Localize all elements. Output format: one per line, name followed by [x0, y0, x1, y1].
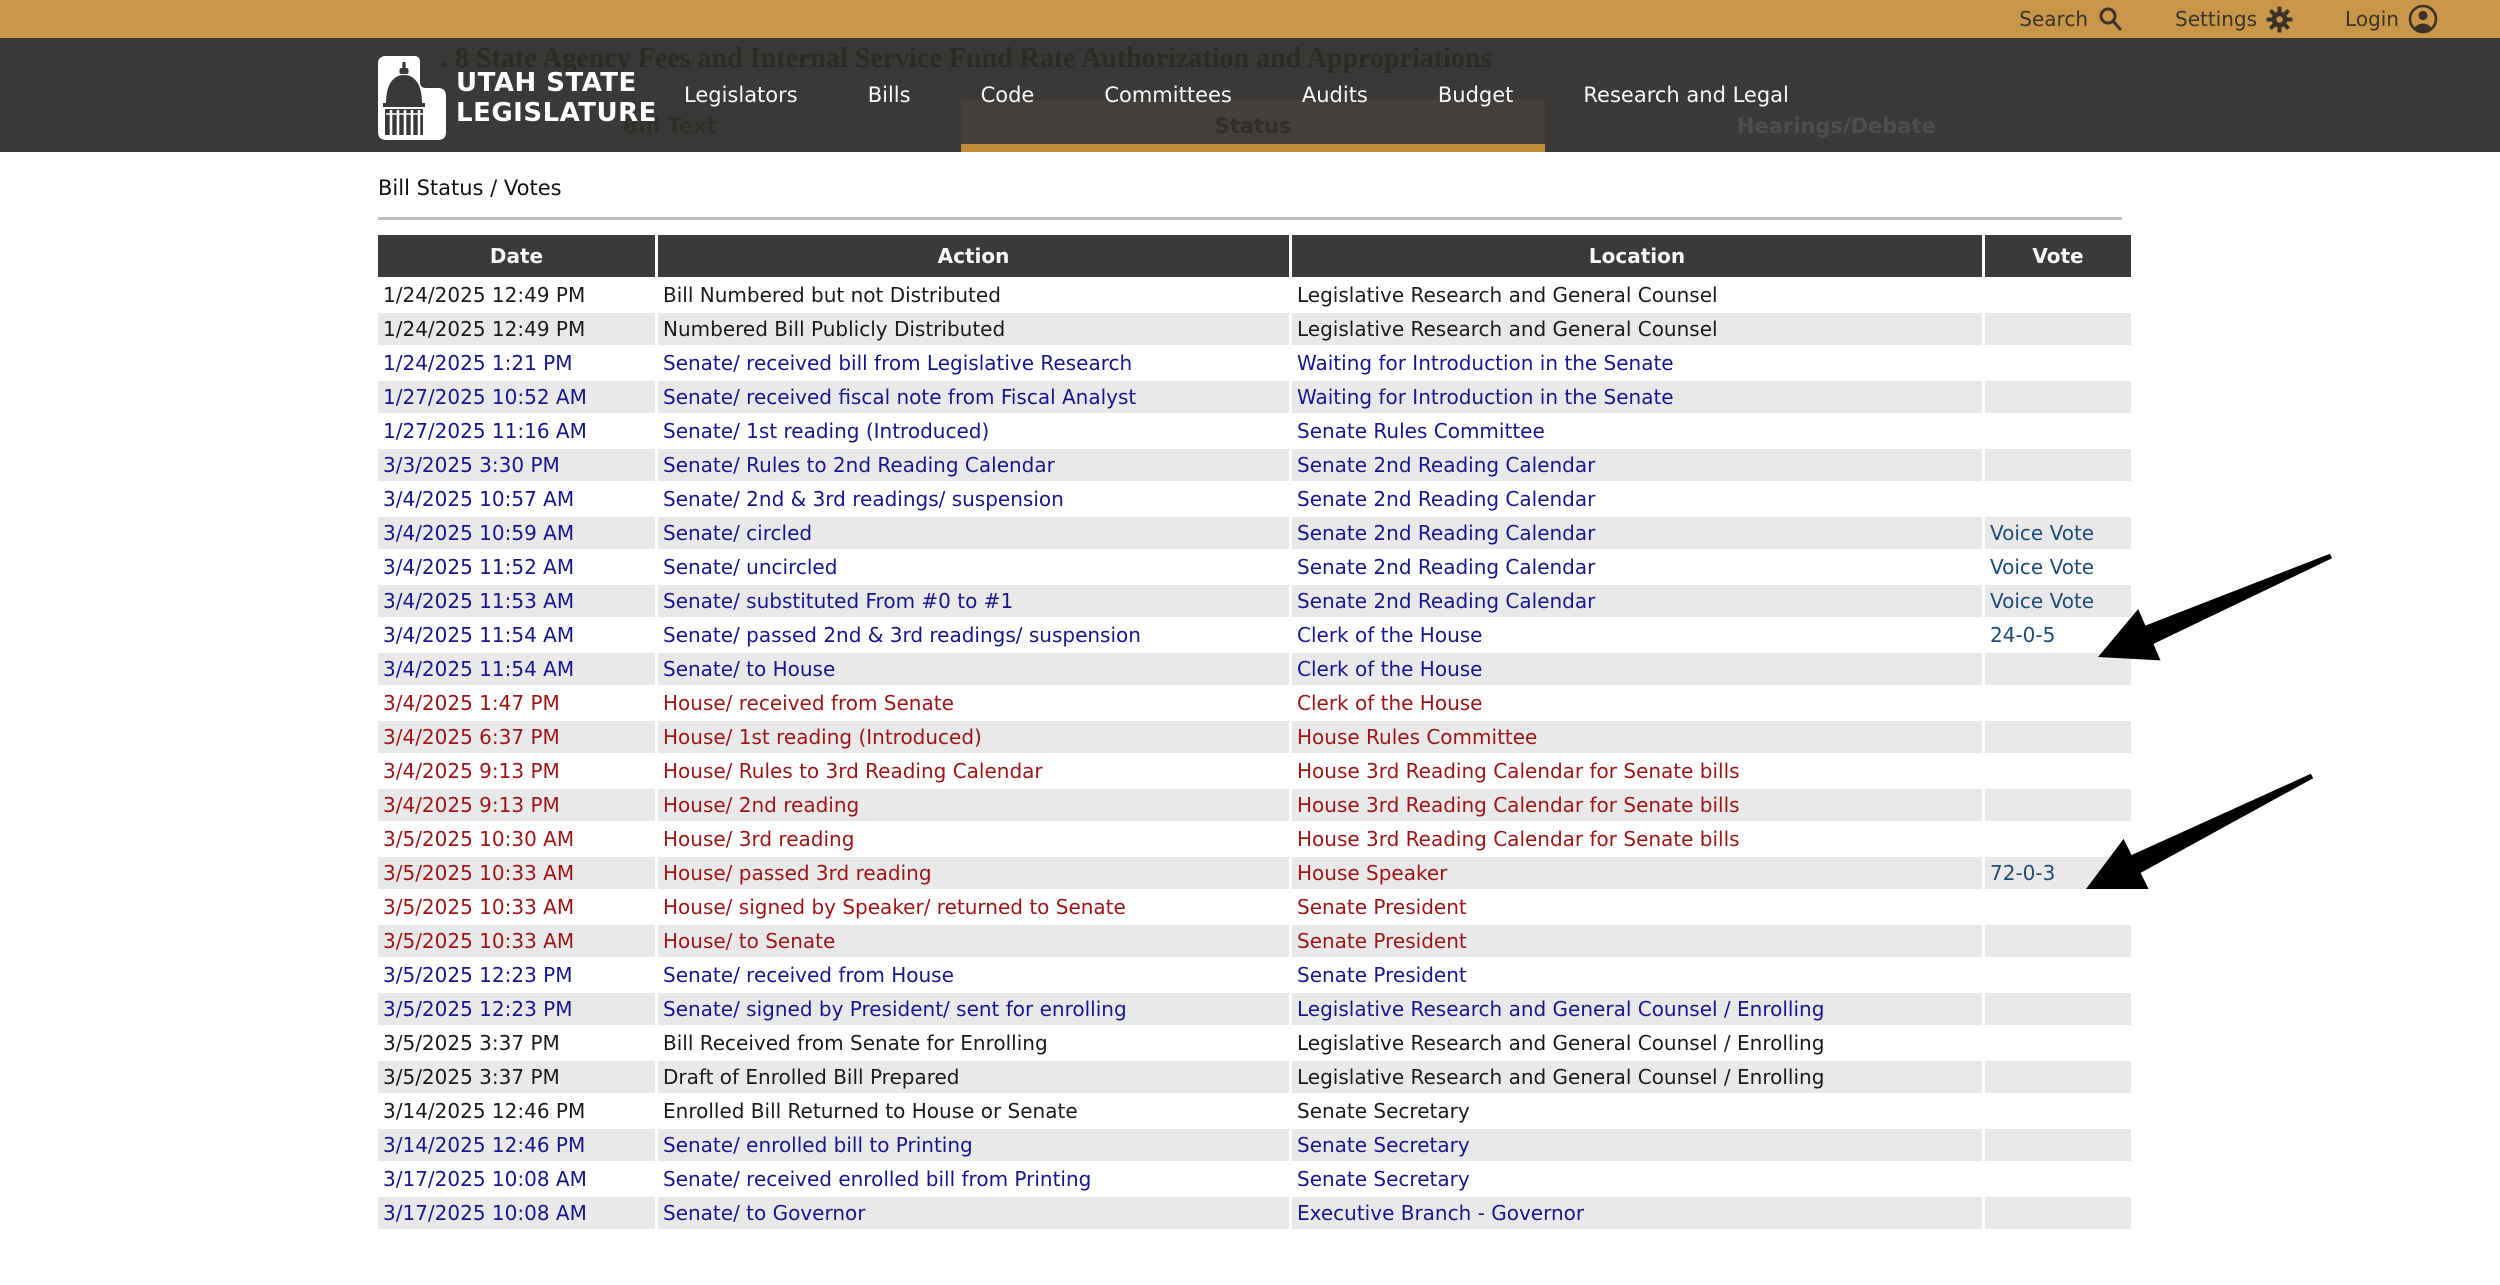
- nav-item-bills[interactable]: Bills: [867, 83, 911, 107]
- cell-action: Senate/ received from House: [663, 963, 954, 987]
- cell-action: Senate/ 1st reading (Introduced): [663, 419, 990, 443]
- cell-date: 3/17/2025 10:08 AM: [378, 1197, 655, 1229]
- cell-location: House Speaker: [1292, 857, 1982, 889]
- cell-action: House/ to Senate: [658, 925, 1289, 957]
- section-title: Bill Status / Votes: [378, 176, 562, 200]
- user-icon: [2408, 4, 2438, 34]
- table-row: [378, 415, 2131, 447]
- table-row: [378, 891, 2131, 923]
- cell-date: 3/3/2025 3:30 PM: [378, 449, 655, 481]
- cell-date: 3/5/2025 10:33 AM: [383, 895, 575, 919]
- search-label: Search: [2019, 7, 2088, 31]
- cell-vote: [1985, 347, 2131, 379]
- table-row: [378, 347, 2131, 379]
- cell-date: 3/4/2025 9:13 PM: [378, 789, 655, 821]
- cell-date: 1/24/2025 12:49 PM: [378, 313, 655, 345]
- cell-location: Senate President: [1292, 925, 1982, 957]
- cell-action: House/ passed 3rd reading: [658, 857, 1289, 889]
- utah-legislature-logo[interactable]: [378, 56, 657, 140]
- cell-location: Clerk of the House: [1292, 653, 1982, 685]
- cell-location: House 3rd Reading Calendar for Senate bills: [1297, 827, 1740, 851]
- table-row: [378, 925, 2131, 957]
- table-row: [378, 449, 2131, 481]
- cell-date: 3/4/2025 6:37 PM: [378, 721, 655, 753]
- cell-location: Senate 2nd Reading Calendar: [1297, 487, 1596, 511]
- cell-location: Senate President: [1297, 963, 1467, 987]
- cell-date: 3/4/2025 10:59 AM: [378, 517, 655, 549]
- bill-title-behind-nav: . 8 State Agency Fees and Internal Service Fund Rate Authorization and Appropriations: [441, 43, 1492, 74]
- table-row: [378, 721, 2131, 753]
- cell-vote: [1985, 959, 2131, 991]
- table-row: [378, 279, 2131, 311]
- cell-vote: [1985, 381, 2131, 413]
- section-divider: [378, 217, 2122, 220]
- cell-location: Legislative Research and General Counsel / Enrolling: [1292, 1061, 1982, 1093]
- cell-vote: [1985, 279, 2131, 311]
- cell-location: Senate Secretary: [1297, 1167, 1470, 1191]
- cell-vote: [1985, 1095, 2131, 1127]
- nav-item-committees[interactable]: Committees: [1104, 83, 1232, 107]
- nav-item-budget[interactable]: Budget: [1437, 83, 1514, 107]
- nav-item-research-and-legal[interactable]: Research and Legal: [1583, 83, 1789, 107]
- cell-vote: [1985, 1163, 2131, 1195]
- cell-location: Senate 2nd Reading Calendar: [1297, 555, 1596, 579]
- cell-action: Senate/ received bill from Legislative Research: [663, 351, 1133, 375]
- cell-date: 3/5/2025 3:37 PM: [383, 1031, 560, 1055]
- cell-vote: [1985, 1061, 2131, 1093]
- column-header-vote: Vote: [1985, 235, 2131, 277]
- brand-wordmark: UTAH STATE LEGISLATURE: [456, 68, 657, 128]
- table-row: [378, 313, 2131, 345]
- cell-location: Executive Branch - Governor: [1292, 1197, 1982, 1229]
- tab-status[interactable]: Status: [961, 100, 1544, 152]
- cell-vote-link[interactable]: 72-0-3: [1985, 857, 2131, 889]
- table-row: [378, 551, 2131, 583]
- cell-location: Senate Secretary: [1297, 1099, 1470, 1123]
- cell-vote: [1985, 891, 2131, 923]
- cell-action: Senate/ to Governor: [658, 1197, 1289, 1229]
- cell-location: Legislative Research and General Counsel: [1292, 313, 1982, 345]
- cell-vote: [1985, 755, 2131, 787]
- cell-location: Senate 2nd Reading Calendar: [1292, 585, 1982, 617]
- cell-action: Senate/ signed by President/ sent for enrolling: [658, 993, 1289, 1025]
- cell-date: 3/5/2025 10:33 AM: [378, 857, 655, 889]
- cell-date: 3/14/2025 12:46 PM: [378, 1129, 655, 1161]
- cell-location: Senate President: [1297, 895, 1467, 919]
- cell-date: 3/4/2025 1:47 PM: [383, 691, 560, 715]
- cell-location: Senate Secretary: [1292, 1129, 1982, 1161]
- cell-location: Legislative Research and General Counsel: [1297, 283, 1718, 307]
- tab-hearings-debate[interactable]: Hearings/Debate: [1736, 114, 1936, 138]
- table-row: [378, 1061, 2131, 1093]
- cell-action: Senate/ to House: [658, 653, 1289, 685]
- bill-status-table: [375, 233, 2134, 1231]
- cell-action: Senate/ enrolled bill to Printing: [658, 1129, 1289, 1161]
- cell-vote: [1985, 1197, 2131, 1229]
- cell-date: 1/24/2025 12:49 PM: [383, 283, 586, 307]
- cell-location: Clerk of the House: [1297, 691, 1483, 715]
- cell-location: Senate 2nd Reading Calendar: [1292, 517, 1982, 549]
- cell-date: 3/4/2025 11:52 AM: [383, 555, 575, 579]
- cell-date: 3/5/2025 3:37 PM: [378, 1061, 655, 1093]
- cell-action: House/ 1st reading (Introduced): [658, 721, 1289, 753]
- table-row: [378, 585, 2131, 617]
- cell-vote: [1985, 721, 2131, 753]
- cell-action: Senate/ circled: [658, 517, 1289, 549]
- column-header-date: Date: [378, 235, 655, 277]
- table-row: [378, 653, 2131, 685]
- cell-date: 3/5/2025 10:30 AM: [383, 827, 575, 851]
- cell-vote: [1985, 1027, 2131, 1059]
- cell-vote: [1985, 823, 2131, 855]
- table-row: [378, 755, 2131, 787]
- cell-action: House/ 3rd reading: [663, 827, 855, 851]
- cell-vote: [1985, 789, 2131, 821]
- cell-date: 3/4/2025 10:57 AM: [383, 487, 575, 511]
- cell-action: Senate/ passed 2nd & 3rd readings/ suspension: [663, 623, 1141, 647]
- cell-location: House 3rd Reading Calendar for Senate bills: [1297, 759, 1740, 783]
- capitol-icon: [378, 56, 446, 140]
- cell-vote-link[interactable]: 24-0-5: [1990, 623, 2056, 647]
- search-icon: [2097, 6, 2123, 32]
- table-row: [378, 993, 2131, 1025]
- cell-date: 3/4/2025 11:54 AM: [378, 653, 655, 685]
- cell-action: Bill Received from Senate for Enrolling: [663, 1031, 1048, 1055]
- table-row: [378, 517, 2131, 549]
- cell-date: 3/5/2025 12:23 PM: [378, 993, 655, 1025]
- cell-action: Senate/ substituted From #0 to #1: [658, 585, 1289, 617]
- cell-vote: [1985, 993, 2131, 1025]
- cell-action: House/ 2nd reading: [658, 789, 1289, 821]
- cell-location: Senate Rules Committee: [1297, 419, 1545, 443]
- main-menu: [684, 38, 1789, 152]
- table-row: [378, 823, 2131, 855]
- cell-action: House/ received from Senate: [663, 691, 954, 715]
- cell-date: 3/4/2025 11:54 AM: [383, 623, 575, 647]
- table-header-row: [378, 235, 2131, 277]
- search-button[interactable]: [2019, 6, 2123, 32]
- cell-location: Waiting for Introduction in the Senate: [1297, 351, 1674, 375]
- table-row: [378, 1197, 2131, 1229]
- cell-action: Numbered Bill Publicly Distributed: [658, 313, 1289, 345]
- cell-location: Legislative Research and General Counsel / Enrolling: [1292, 993, 1982, 1025]
- cell-location: Legislative Research and General Counsel / Enrolling: [1297, 1031, 1825, 1055]
- main-navbar: [0, 38, 2500, 152]
- cell-vote: [1985, 1129, 2131, 1161]
- cell-date: 1/24/2025 1:21 PM: [383, 351, 573, 375]
- nav-item-code[interactable]: Code: [980, 83, 1035, 107]
- table-row: [378, 687, 2131, 719]
- cell-action: Senate/ received enrolled bill from Printing: [663, 1167, 1092, 1191]
- cell-location: House 3rd Reading Calendar for Senate bills: [1292, 789, 1982, 821]
- login-button[interactable]: [2345, 4, 2438, 34]
- cell-vote: [1985, 449, 2131, 481]
- tab-bill-text[interactable]: Bill Text: [622, 114, 717, 138]
- settings-label: Settings: [2175, 7, 2258, 31]
- table-row: [378, 619, 2131, 651]
- cell-action: House/ Rules to 3rd Reading Calendar: [663, 759, 1043, 783]
- column-header-action: Action: [658, 235, 1289, 277]
- login-label: Login: [2345, 7, 2399, 31]
- nav-item-legislators[interactable]: Legislators: [684, 83, 798, 107]
- cell-location: Waiting for Introduction in the Senate: [1292, 381, 1982, 413]
- cell-action: Senate/ Rules to 2nd Reading Calendar: [658, 449, 1289, 481]
- utility-bar: [0, 0, 2500, 38]
- table-row: [378, 1129, 2131, 1161]
- cell-vote-link[interactable]: Voice Vote: [1985, 517, 2131, 549]
- cell-action: Senate/ 2nd & 3rd readings/ suspension: [663, 487, 1064, 511]
- cell-vote: [1985, 313, 2131, 345]
- table-row: [378, 381, 2131, 413]
- cell-action: Senate/ received fiscal note from Fiscal Analyst: [658, 381, 1289, 413]
- table-row: [378, 789, 2131, 821]
- table-row: [378, 857, 2131, 889]
- nav-item-audits[interactable]: Audits: [1301, 83, 1368, 107]
- cell-action: Bill Numbered but not Distributed: [663, 283, 1001, 307]
- cell-action: Enrolled Bill Returned to House or Senate: [663, 1099, 1078, 1123]
- column-header-location: Location: [1292, 235, 1982, 277]
- table-row: [378, 959, 2131, 991]
- cell-location: Senate 2nd Reading Calendar: [1292, 449, 1982, 481]
- table-row: [378, 1095, 2131, 1127]
- cell-date: 3/4/2025 11:53 AM: [378, 585, 655, 617]
- table-row: [378, 483, 2131, 515]
- cell-date: 3/14/2025 12:46 PM: [383, 1099, 586, 1123]
- cell-action: House/ signed by Speaker/ returned to Senate: [663, 895, 1126, 919]
- cell-date: 1/27/2025 10:52 AM: [378, 381, 655, 413]
- settings-button[interactable]: [2175, 6, 2293, 33]
- cell-vote: [1985, 687, 2131, 719]
- cell-date: 1/27/2025 11:16 AM: [383, 419, 587, 443]
- table-row: [378, 1163, 2131, 1195]
- cell-location: House Rules Committee: [1292, 721, 1982, 753]
- cell-action: Draft of Enrolled Bill Prepared: [658, 1061, 1289, 1093]
- cell-date: 3/17/2025 10:08 AM: [383, 1167, 587, 1191]
- cell-vote-link[interactable]: Voice Vote: [1990, 555, 2095, 579]
- cell-vote-link[interactable]: Voice Vote: [1985, 585, 2131, 617]
- cell-date: 3/5/2025 10:33 AM: [378, 925, 655, 957]
- cell-date: 3/5/2025 12:23 PM: [383, 963, 573, 987]
- cell-vote: [1985, 415, 2131, 447]
- cell-vote: [1985, 653, 2131, 685]
- cell-vote: [1985, 483, 2131, 515]
- cell-location: Clerk of the House: [1297, 623, 1483, 647]
- cell-vote: [1985, 925, 2131, 957]
- gear-icon: [2266, 6, 2293, 33]
- cell-action: Senate/ uncircled: [663, 555, 838, 579]
- table-row: [378, 1027, 2131, 1059]
- cell-date: 3/4/2025 9:13 PM: [383, 759, 560, 783]
